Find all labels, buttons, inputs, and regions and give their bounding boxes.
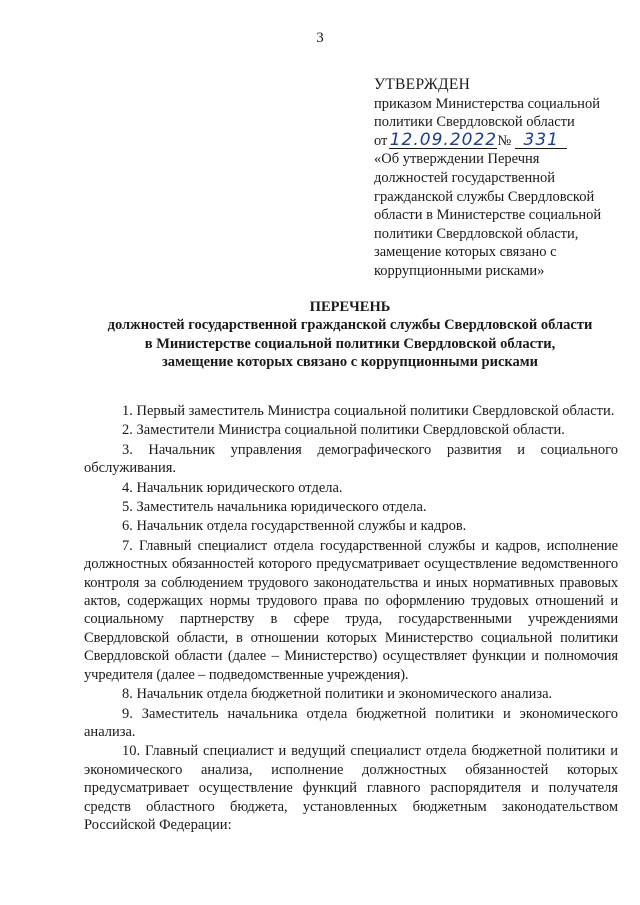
heading-line: должностей государственной гражданской службы Свердловской области [107,317,593,334]
list-item: 4. Начальник юридического отдела. [122,479,343,496]
approval-title-line: замещение которых связано с [374,244,557,261]
approval-stamp: УТВЕРЖДЕН [374,76,471,93]
approval-ministry-line: политики Свердловской области [374,114,575,131]
approval-date-line [374,129,624,151]
from-label: от [374,132,388,149]
approval-title-line: должностей государственной [374,169,555,186]
approval-title-line: коррупционными рисками» [374,262,545,279]
heading-title: ПЕРЕЧЕНЬ [309,299,391,315]
list-item: 7. Главный специалист отдела государственной службы и кадров, исполнение должностных обязанностей которого предусматривает осуществление ведомственного контроля за соблюдением трудового законодательства и иных нормативных правовых актов, содержащих нормы трудового права по оформлению трудовых отношений и социальному партнерству в сфере труда, государственными учреждениями Свердловской области, в отношении которых Министерство социальной политики Свердловской области (далее – Министерство) осуществляет функции и полномочия учредителя (далее – подведомственные учреждения). [84,537,618,683]
list-item: 1. Первый заместитель Министра социальной политики Свердловской области. [122,403,615,419]
handwritten-date: 12.09.2022 [389,129,498,150]
list-item: 9. Заместитель начальника отдела бюджетной политики и экономического анализа. [84,705,618,740]
number-label: № [497,132,512,149]
list-item: 2. Заместители Министра социальной политики Свердловской области. [122,422,565,439]
approval-title-line: политики Свердловской области, [374,225,579,242]
handwritten-number: 331 [515,132,567,149]
approval-title-line: гражданской службы Свердловской [374,188,595,205]
page-number: 3 [316,30,324,46]
positions-list [84,402,618,835]
approval-title-line: «Об утверждении Перечня [374,151,540,168]
document-heading [80,298,620,372]
list-item: 10. Главный специалист и ведущий специалист отдела бюджетной политики и экономического анализа, исполнение должностных обязанностей которых предусматривает осуществление функций главного распорядителя и получателя средств областного бюджета, установленных бюджетным законодательством Российской Федерации: [84,743,618,833]
list-item: 6. Начальник отдела государственной службы и кадров. [122,518,467,535]
approval-title-line: области в Министерстве социальной [374,207,602,224]
list-item: 3. Начальник управления демографического развития и социального обслуживания. [84,441,618,477]
list-item: 8. Начальник отдела бюджетной политики и экономического анализа. [122,686,553,703]
list-item: 5. Заместитель начальника юридического отдела. [122,499,427,516]
approval-order-line: приказом Министерства социальной [374,95,600,112]
heading-line: замещение которых связано с коррупционными рисками [161,354,539,371]
heading-line: в Министерстве социальной политики Свердловской области, [144,335,556,352]
approval-block [374,76,624,281]
